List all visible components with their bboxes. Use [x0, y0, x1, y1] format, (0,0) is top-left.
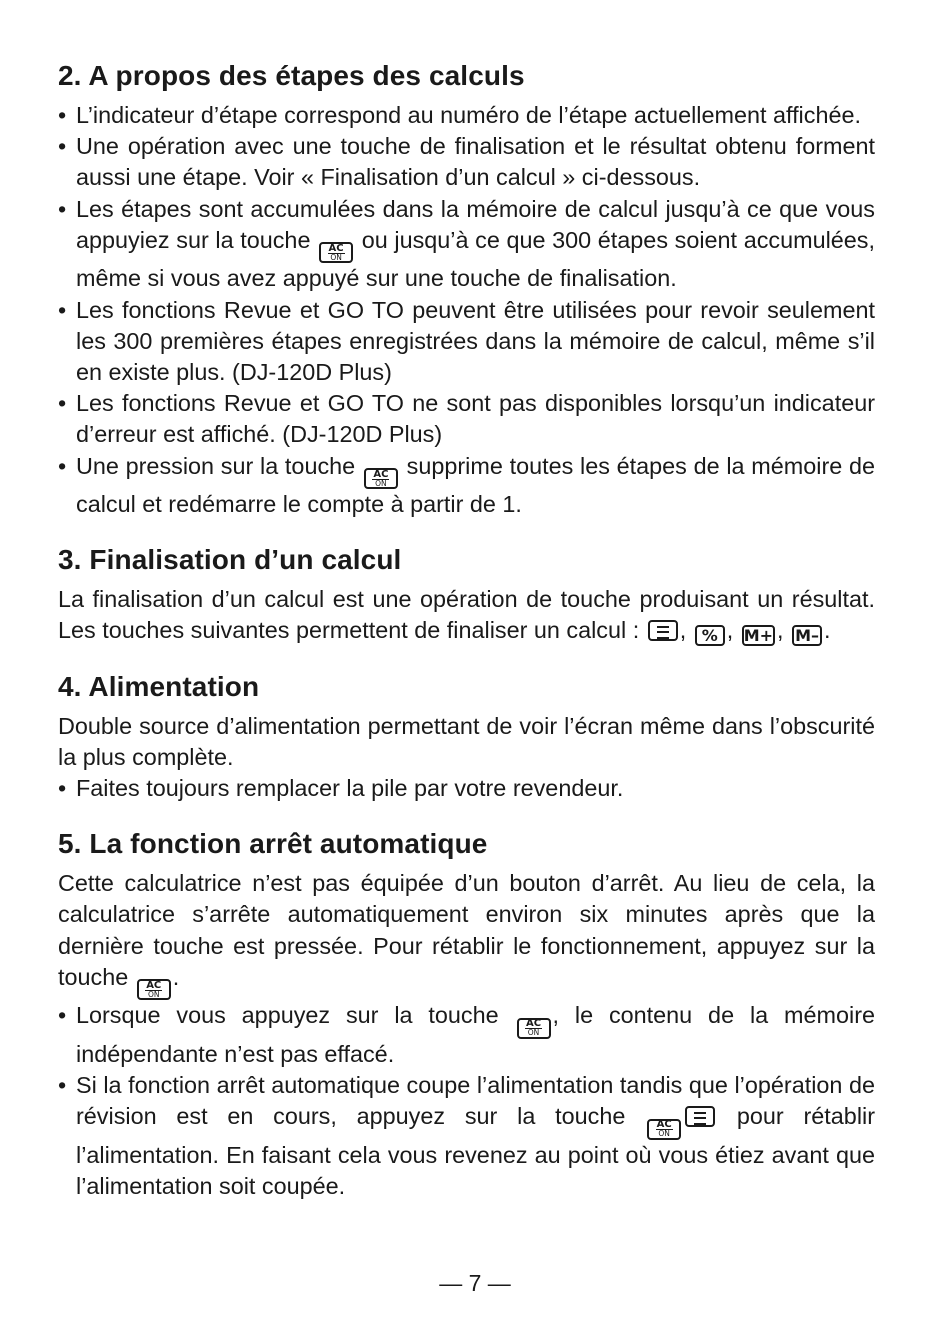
ac-on-key-icon: AC ON [364, 468, 398, 489]
manual-page [58, 58, 875, 1224]
section-heading: 3. Finalisation d’un calcul [58, 544, 402, 576]
paragraph: Double source d’alimentation permettant de voir l’écran même dans l’obscurité la plus complète. [58, 712, 875, 770]
list-item: • Les fonctions Revue et GO TO ne sont pas disponibles lorsqu’un indicateur d’erreur est affiché. (DJ-120D Plus) [58, 390, 875, 448]
list-item: • Une opération avec une touche de finalisation et le résultat obtenu forment aussi une étape. Voir « Finalisation d’un calcul » ci-dessous. [58, 133, 875, 191]
ac-on-key-icon: AC ON [647, 1119, 681, 1140]
ac-on-key-icon: AC ON [517, 1018, 551, 1039]
list-item: • Faites toujours remplacer la pile par votre revendeur. [58, 773, 875, 804]
paragraph: Cette calculatrice n’est pas équipée d’un bouton d’arrêt. Au lieu de cela, la calculatrice s’arrête automatiquement environ six minutes après que la dernière touche est pressée. Pour rétablir le fonctionnement, appuyez sur la touche AC ON . [58, 870, 875, 999]
bullet-marker: • [58, 133, 67, 160]
bullet-list [58, 773, 875, 804]
ac-on-key-icon: AC ON [137, 979, 171, 1000]
equals-key-icon [685, 1106, 715, 1127]
bullet-marker: • [58, 390, 67, 417]
bullet-marker: • [58, 195, 67, 222]
page-number: — 7 — [439, 1270, 511, 1296]
bullet-marker: • [58, 296, 67, 323]
list-item: • Lorsque vous appuyez sur la touche AC ON , le contenu de la mémoire indépendante n’est pas effacé. [58, 1002, 876, 1067]
list-item: • L’indicateur d’étape correspond au numéro de l’étape actuellement affichée. [58, 100, 875, 131]
bullet-marker: • [58, 775, 67, 802]
equals-key-icon [648, 620, 678, 641]
bullet-list [58, 100, 875, 520]
bullet-marker: • [58, 1072, 67, 1099]
m-minus-key-icon: M– [792, 625, 822, 646]
section-heading: 4. Alimentation [58, 670, 260, 702]
list-item: • Les étapes sont accumulées dans la mémoire de calcul jusqu’à ce que vous appuyiez sur la touche AC ON ou jusqu’à ce que 300 étapes soient accumulées, même si vous avez appuyé sur une touche de finalisation. [58, 195, 875, 292]
section-heading: 5. La fonction arrêt automatique [58, 828, 488, 860]
section-auto-power-off [58, 826, 875, 1202]
bullet-marker: • [58, 1002, 67, 1029]
section-calculation-steps [58, 58, 875, 520]
section-power-supply [58, 669, 875, 805]
bullet-marker: • [58, 102, 67, 128]
ac-on-key-icon: AC ON [319, 242, 353, 263]
section-heading: 2. A propos des étapes des calculs [58, 60, 525, 91]
list-item: • Une pression sur la touche AC ON supprime toutes les étapes de la mémoire de calcul et redémarre le compte à partir de 1. [58, 452, 876, 518]
percent-key-icon: % [695, 625, 725, 646]
bullet-list [58, 1000, 875, 1202]
m-plus-key-icon: M+ [743, 626, 774, 646]
bullet-marker: • [58, 452, 67, 479]
section-finalisation [58, 542, 875, 646]
list-item: • Si la fonction arrêt automatique coupe l’alimentation tandis que l’opération de révision est en cours, appuyez sur la touche AC ON pour rétablir l’alimentation. En faisant cela vous revenez au point où vous étiez avant que l’alimentation soit coupée. [58, 1072, 875, 1199]
paragraph: La finalisation d’un calcul est une opération de touche produisant un résultat. Les touches suivantes permettent de finaliser un calcul : , % , M+ , M– . [58, 586, 875, 646]
list-item: • Les fonctions Revue et GO TO peuvent être utilisées pour revoir seulement les 300 premières étapes enregistrées dans la mémoire de calcul, même s’il en existe plus. (DJ-120D Plus) [58, 296, 875, 385]
